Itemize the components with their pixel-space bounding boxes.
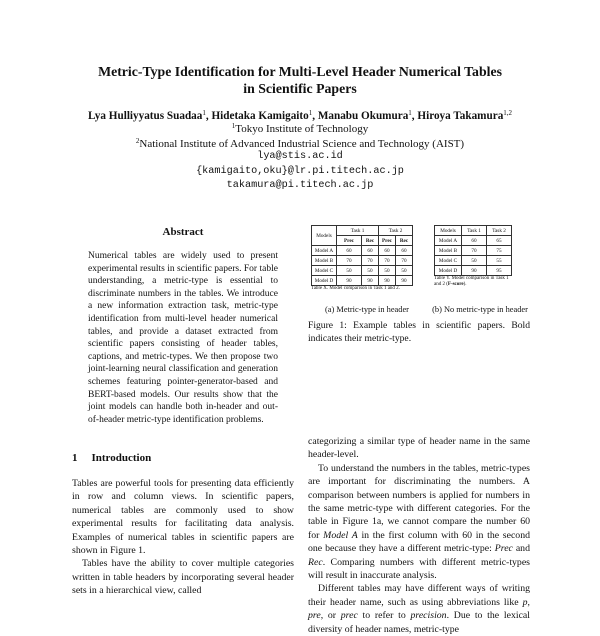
table-cell: 60 (362, 246, 379, 256)
table-cell: 50 (396, 266, 413, 276)
italic-run: pre (308, 610, 321, 622)
table-cell: 55 (487, 256, 512, 266)
author-separator: , (205, 110, 212, 122)
table-cell: Model C (312, 266, 337, 276)
table-cell: 90 (379, 276, 396, 286)
table-header-cell: Prec (337, 236, 362, 246)
email-2: {kamigaito,oku}@lr.pi.titech.ac.jp (196, 166, 404, 177)
text-run: in the first column with 60 in the second one because they have a different metric-type: (308, 529, 530, 555)
text-run: . Comparing numbers with different metric-types will result in inaccurate analysis. (308, 556, 530, 582)
table-cell: 70 (462, 246, 487, 256)
table-row (312, 266, 413, 276)
italic-run: Prec (494, 543, 513, 555)
table-header-cell: Task 1 (337, 226, 379, 236)
section-heading-introduction (72, 452, 165, 464)
paragraph-metric-types (308, 462, 530, 583)
table-header-cell: Task 1 (462, 226, 487, 236)
figure-caption: Figure 1: Example tables in scientific papers. Bold indicates their metric-type. (308, 320, 530, 344)
caption-bold-text: F-score (447, 282, 464, 287)
intro-paragraph-2: Tables have the ability to cover multiple categories written in table headers by incorporating several header sets in a hierarchical view, called (72, 558, 294, 597)
table-b-caption (434, 276, 514, 288)
subfigure-a-label: (a) Metric-type in header (325, 305, 409, 314)
table-cell: 90 (337, 276, 362, 286)
text-run: To understand the numbers in the tables, metric-types are important for discriminating the numbers. A comparison between numbers is applied for numbers in the same metric-type with different categories. For the table in Figure 1a, we cannot compare the number 60 for (308, 462, 530, 541)
table-cell: Model C (435, 256, 462, 266)
table-cell: 70 (379, 256, 396, 266)
intro-paragraph-1: Tables are powerful tools for presenting data efficiently in row and column views. In scientific papers, numerical tables are commonly used to show experimental results for facilitating data analysis. Examples of numerical tables in scientific papers are shown in Figure 1. (72, 478, 294, 557)
table-header-cell: Prec (379, 236, 396, 246)
affiliation-text: Tokyo Institute of Technology (235, 123, 369, 135)
author-separator: , (312, 110, 318, 122)
affiliation-sup: 2 (135, 137, 140, 145)
author-sup: 1 (308, 109, 313, 117)
paragraph-header-names (308, 582, 530, 636)
table-cell: 60 (337, 246, 362, 256)
introduction-text (72, 477, 294, 598)
table-cell: Model D (435, 266, 462, 276)
table-header-cell: Models (435, 226, 462, 236)
caption-text: Table Y. Model comparison in Task 1 and 2 ( (434, 276, 509, 287)
table-row (435, 266, 512, 276)
italic-run: precision (410, 610, 447, 622)
table-cell: Model A (312, 246, 337, 256)
author-list (30, 109, 570, 122)
table-row (435, 246, 512, 256)
table-cell: 65 (487, 236, 512, 246)
section-number: 1 (72, 452, 78, 464)
italic-run: Model A (323, 529, 358, 541)
author-sup: 1 (408, 109, 412, 117)
italic-run: Rec (308, 556, 323, 568)
affiliation-1 (30, 122, 570, 135)
italic-run: prec (340, 610, 358, 622)
table-cell: 50 (362, 266, 379, 276)
title-line-2: in Scientific Papers (243, 81, 357, 96)
table-row (312, 256, 413, 266)
table-cell: Model B (435, 246, 462, 256)
table-header-cell: Task 2 (379, 226, 413, 236)
table-row (312, 276, 413, 286)
italic-run: p (522, 596, 528, 608)
table-cell: Model A (435, 236, 462, 246)
table-cell: 90 (396, 276, 413, 286)
affiliation-2 (30, 137, 570, 150)
table-cell: 90 (362, 276, 379, 286)
figure-table-b (434, 225, 514, 288)
table-cell: 60 (462, 236, 487, 246)
author-sup: 1 (202, 109, 206, 117)
text-run: to refer to (357, 610, 411, 622)
table-header-cell: Rec (396, 236, 413, 246)
paragraph-continuation: categorizing a similar type of header name in the same header-level. (308, 436, 530, 461)
table-cell: 95 (487, 266, 512, 276)
section-title: Introduction (91, 452, 152, 464)
text-run: , (527, 596, 530, 608)
abstract-heading: Abstract (162, 226, 204, 238)
title-line-1: Metric-Type Identification for Multi-Level Header Numerical Tables (98, 64, 502, 79)
text-run: and (512, 543, 530, 555)
table-cell: 50 (337, 266, 362, 276)
text-run: Different tables may have different ways of writing their header name, such as using abbreviations like (308, 583, 530, 608)
author-name: Hiroya Takamura (417, 110, 504, 122)
text-run: , or (320, 610, 341, 622)
email-1: lya@stis.ac.id (257, 151, 343, 162)
table-cell: 70 (396, 256, 413, 266)
author-name: Manabu Okumura (317, 110, 409, 122)
table-row (435, 256, 512, 266)
table-a-caption: Table X. Model comparison in Task 1 and 2. (311, 286, 400, 291)
figure-table-a (311, 225, 413, 292)
table-cell: Model D (312, 276, 337, 286)
subfigure-b-label: (b) No metric-type in header (432, 305, 528, 314)
table-header-cell: Models (312, 226, 337, 246)
table-row (435, 236, 512, 246)
table-cell: 90 (462, 266, 487, 276)
table-row (312, 246, 413, 256)
right-column-text (308, 435, 530, 636)
affiliation-sup: 1 (231, 122, 236, 130)
table-cell: 50 (462, 256, 487, 266)
caption-text: ). (463, 282, 467, 287)
email-3: takamura@pi.titech.ac.jp (226, 180, 374, 191)
abstract-text: Numerical tables are widely used to present experimental results in scientific papers. For table understanding, a metric-type is essential to discriminate numbers in the tables. We introduce a new information extraction task, metric-type identification from multi-level header numerical tables, and provide a dataset extracted from scientific papers consisting of header tables, captions, and metric-types. We then propose two joint-learning neural classification and generation schemes featuring pointer-generator-based and BERT-based models. Our results show that the joint models can handle both in-header and out-of-header metric-type identification problems. (88, 251, 278, 425)
table-cell: 75 (487, 246, 512, 256)
table-cell: 60 (379, 246, 396, 256)
author-name: Lya Hulliyyatus Suadaa (87, 110, 203, 122)
table-a (311, 225, 413, 286)
table-cell: Model B (312, 256, 337, 266)
author-sup: 1,2 (503, 109, 513, 117)
affiliation-text: National Institute of Advanced Industrial Science and Technology (AIST) (139, 138, 465, 150)
paper-title (40, 63, 560, 97)
table-cell: 50 (379, 266, 396, 276)
author-separator: , (411, 110, 418, 122)
text-run: . Due to the lexical diversity of header names, metric-type (308, 610, 530, 635)
table-header-cell: Rec (362, 236, 379, 246)
table-cell: 60 (396, 246, 413, 256)
table-cell: 70 (362, 256, 379, 266)
author-name: Hidetaka Kamigaito (211, 110, 309, 122)
table-header-cell: Task 2 (487, 226, 512, 236)
table-cell: 70 (337, 256, 362, 266)
table-b (434, 225, 512, 276)
